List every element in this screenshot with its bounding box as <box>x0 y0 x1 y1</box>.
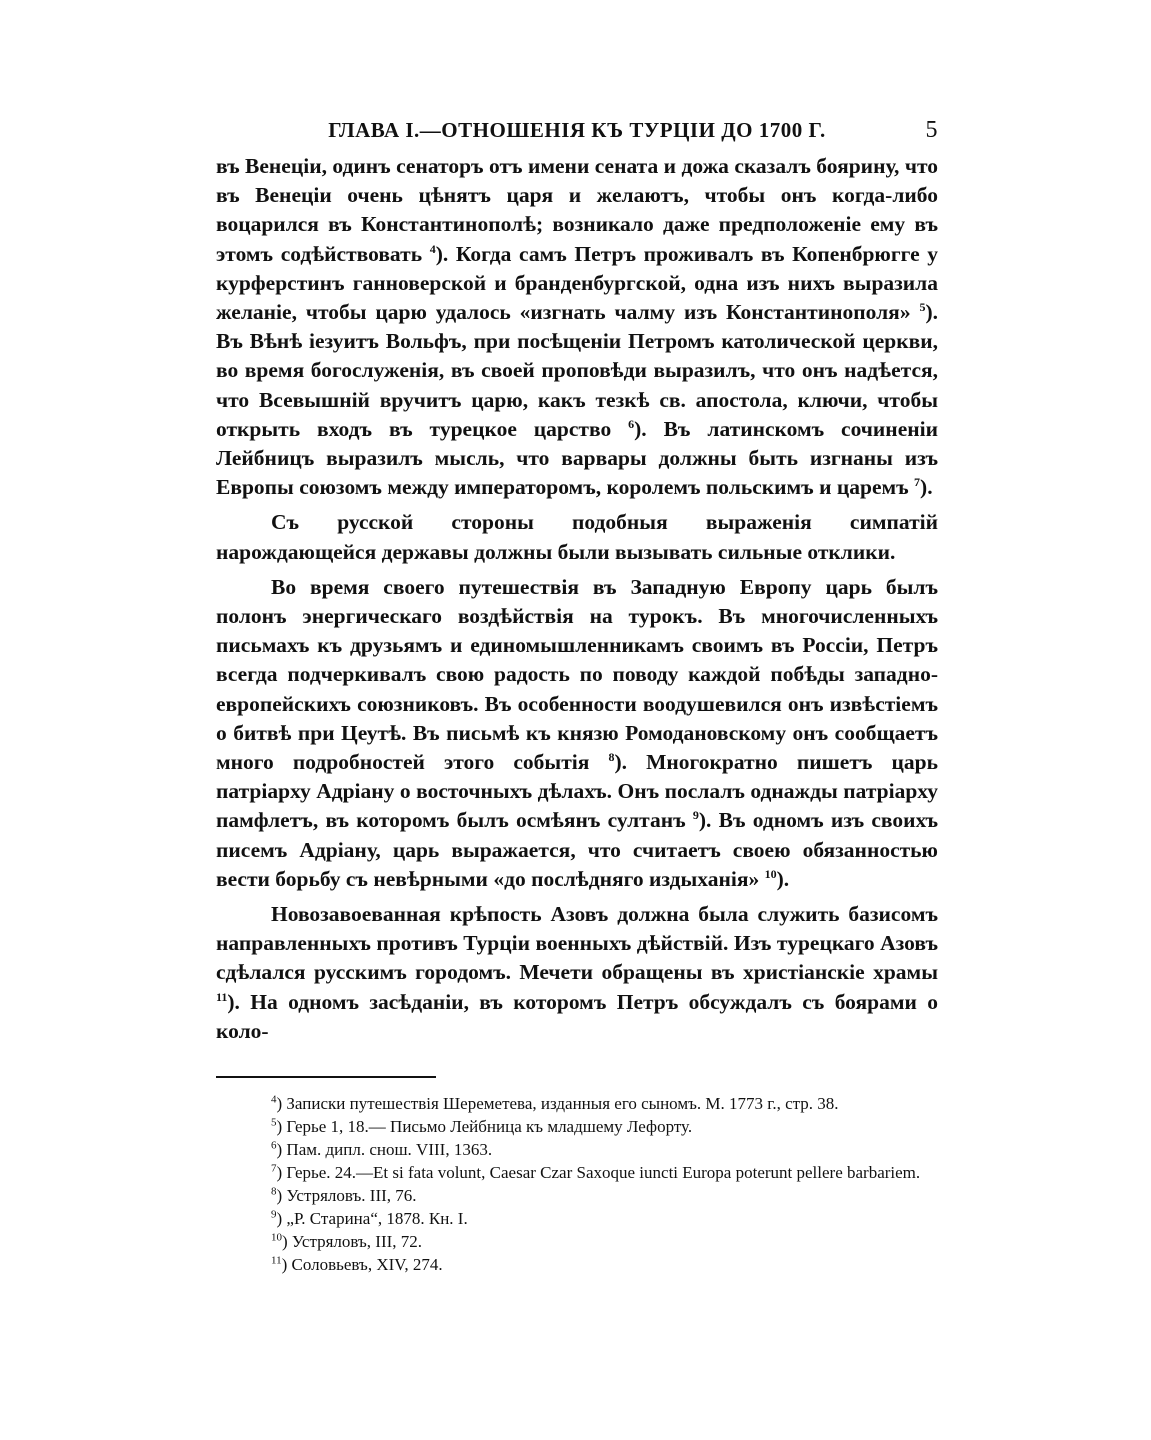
paragraph-text: Во время своего путешествія въ Западную Европу царь былъ полонъ энергическаго воздѣйствія на турокъ. Въ многочисленныхъ письмахъ къ друзьямъ и единомышленникамъ своимъ въ Россіи, Петръ всегда подчеркивалъ свою радость по поводу каждой побѣды западно-европейскихъ союзниковъ. Въ особенности воодушевился онъ извѣстіемъ о битвѣ при Цеутѣ. Въ письмѣ къ князю Ромодановскому онъ сообщаетъ много подробностей этого событія <box>216 574 938 775</box>
paragraph-text: ). На одномъ засѣданіи, въ которомъ Петръ обсуждалъ съ боярами о коло- <box>216 989 938 1043</box>
footnote-divider <box>216 1076 436 1078</box>
body-text <box>216 152 938 1046</box>
paragraph-text: ). Въ Вѣнѣ іезуитъ Вольфъ, при посѣщеніи Петромъ католической церкви, во время богослуженія, въ своей проповѣди выразилъ, что онъ надѣется, что Всевышній вручитъ царю, какъ тезкѣ св. апостола, ключи, чтобы открыть входъ въ турецкое царство <box>216 300 938 441</box>
footnote-reference: 4 <box>429 241 436 256</box>
paragraph-text: ). Въ латинскомъ сочиненіи Лейбницъ выразилъ мысль, что варвары должны быть изгнаны изъ Европы союзомъ между императоромъ, королемъ польскимъ и царемъ <box>216 416 938 500</box>
footnote-text: ) Устряловъ. III, 76. <box>276 1186 417 1206</box>
footnote-number: 7 <box>271 1162 277 1175</box>
footnote-reference: 9 <box>692 808 699 823</box>
footnote <box>216 1207 938 1230</box>
footnote <box>216 1184 938 1207</box>
footnote-text: ) Устряловъ, III, 72. <box>282 1232 423 1252</box>
footnote-reference: 5 <box>919 299 926 314</box>
footnote-text: ) Пам. дипл. снош. VIII, 1363. <box>276 1140 493 1160</box>
footnote <box>216 1161 938 1184</box>
footnote-number: 10 <box>271 1231 282 1244</box>
footnote-text: ) Герье 1, 18.— Письмо Лейбница къ младшему Лефорту. <box>276 1117 693 1137</box>
footnote <box>216 1115 938 1138</box>
footnote-number: 11 <box>271 1254 282 1267</box>
paragraph <box>216 900 938 1046</box>
footnote-reference: 11 <box>216 989 228 1004</box>
chapter-title: ГЛАВА I.—ОТНОШЕНІЯ КЪ ТУРЦІИ ДО 1700 Г. <box>328 118 826 142</box>
paragraph-text: ). <box>776 866 790 891</box>
footnote-text: ) Герье. 24.—Et si fata volunt, Caesar Czar Saxoque iuncti Europa poterunt pellere barbariem. <box>276 1163 921 1183</box>
footnote <box>216 1138 938 1161</box>
footnote-number: 4 <box>271 1093 277 1106</box>
footnote-reference: 10 <box>764 866 777 881</box>
paragraph-text: ). Когда самъ Петръ проживалъ въ Копенбрюгге у курферстинъ ганноверской и бранденбургской, одна изъ нихъ выразила желаніе, чтобы царю удалось «изгнать чалму изъ Константинополя» <box>216 241 938 325</box>
paragraph <box>216 573 938 894</box>
footnote-reference: 7 <box>914 475 921 490</box>
footnote-number: 6 <box>271 1139 277 1152</box>
paragraph-text: въ Венеціи, одинъ сенаторъ отъ имени сената и дожа сказалъ боярину, что въ Венеціи очень цѣнятъ царя и желаютъ, чтобы онъ когда-либо воцарился въ Константинополѣ; возникало даже предположеніе ему въ этомъ содѣйствовать <box>216 154 938 266</box>
paragraph-text: ). Многократно пишетъ царь патріарху Адріану о восточныхъ дѣлахъ. Онъ послалъ однажды патріарху памфлетъ, въ которомъ былъ осмѣянъ султанъ <box>216 750 938 833</box>
document-page <box>216 112 938 1276</box>
paragraph <box>216 508 938 566</box>
footnote <box>216 1092 938 1115</box>
paragraph-text: ). <box>920 475 933 500</box>
footnote-text: ) Записки путешествія Шереметева, изданныя его сыномъ. М. 1773 г., стр. 38. <box>276 1094 839 1114</box>
paragraph <box>216 152 938 502</box>
footnote <box>216 1230 938 1253</box>
footnote-reference: 6 <box>628 416 635 431</box>
footnote-reference: 8 <box>608 749 615 764</box>
footnote-number: 5 <box>271 1116 277 1129</box>
paragraph-text: Съ русской стороны подобныя выраженія симпатій нарождающейся державы должны были вызывать сильные отклики. <box>216 510 938 564</box>
footnote-text: ) „Р. Старина“, 1878. Кн. I. <box>276 1209 468 1229</box>
paragraph-text: Новозавоеванная крѣпость Азовъ должна была служить базисомъ направленныхъ противъ Турціи военныхъ дѣйствій. Изъ турецкаго Азовъ сдѣлался русскимъ городомъ. Мечети обращены въ христіанскіе храмы <box>216 902 938 985</box>
footnote-number: 9 <box>271 1208 277 1221</box>
footnote-text: ) Соловьевъ, XIV, 274. <box>281 1255 443 1275</box>
footnote <box>216 1253 938 1276</box>
paragraph-text: ). Въ одномъ изъ своихъ писемъ Адріану, царь выражается, что считаетъ своею обязанностью вести борьбу съ невѣрными «до послѣдняго издыханія» <box>216 808 938 891</box>
footnotes <box>216 1092 938 1276</box>
page-number: 5 <box>925 117 938 143</box>
footnote-number: 8 <box>271 1185 277 1198</box>
running-head <box>216 112 938 152</box>
